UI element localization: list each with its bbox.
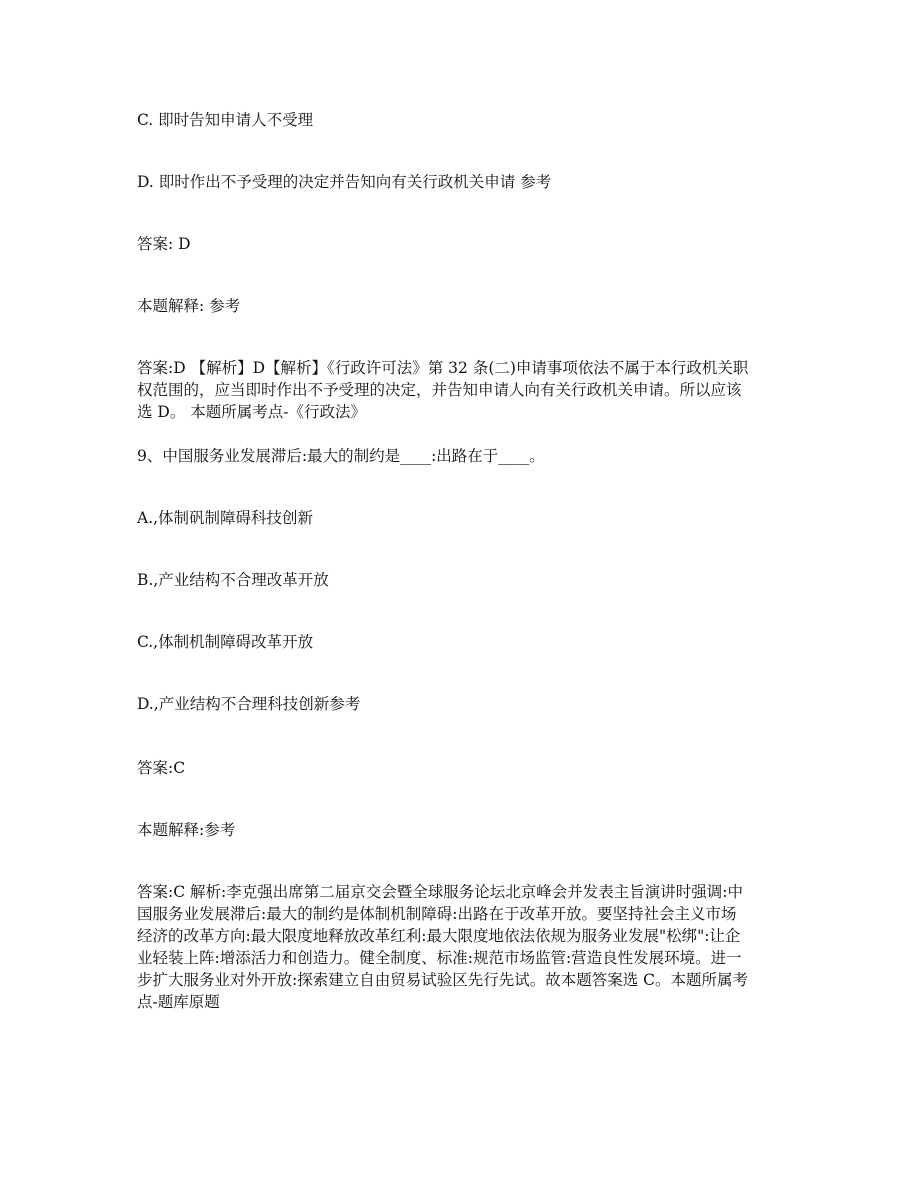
q9-explanation-line: 业轻装上阵:增添活力和创造力。健全制度、标准:规范市场监管:营造良性发展环境。进一 bbox=[137, 949, 742, 967]
q9-option-b: B.,产业结构不合理改革开放 bbox=[137, 571, 329, 589]
q9-explanation-line: 经济的改革方向:最大限度地释放改革红利:最大限度地依法依规为服务业发展"松绑":让企 bbox=[137, 927, 741, 945]
q9-explanation-line: 国服务业发展滞后:最大的制约是体制机制障碍:出路在于改革开放。要坚持社会主义市场 bbox=[137, 905, 737, 923]
q9-option-d: D.,产业结构不合理科技创新参考 bbox=[137, 695, 361, 713]
q8-explanation-label: 本题解释: 参考 bbox=[137, 297, 241, 315]
q8-explanation-line: 权范围的，应当即时作出不予受理的决定，并告知申请人向有关行政机关申请。所以应该 bbox=[137, 381, 742, 399]
q9-explanation bbox=[137, 881, 787, 1013]
q9-explanation-line: 点-题库原题 bbox=[137, 993, 220, 1011]
q8-explanation-line: 选 D。 本题所属考点-《行政法》 bbox=[137, 403, 367, 421]
q9-answer: 答案:C bbox=[137, 759, 186, 777]
q9-option-c: C.,体制机制障碍改革开放 bbox=[137, 633, 314, 651]
q9-explanation-line: 答案:C 解析:李克强出席第二届京交会暨全球服务论坛北京峰会并发表主旨演讲时强调:中 bbox=[137, 883, 743, 901]
q8-answer: 答案: D bbox=[137, 235, 191, 253]
q8-explanation-line: 答案:D 【解析】D【解析】《行政许可法》第 32 条(二)申请事项依法不属于本行政机关职 bbox=[137, 359, 749, 377]
q9-option-a: A.,体制矾制障碍科技创新 bbox=[137, 509, 314, 527]
q9-explanation-label: 本题解释:参考 bbox=[137, 821, 236, 839]
q8-explanation bbox=[137, 357, 787, 423]
q9-explanation-line: 步扩大服务业对外开放:探索建立自由贸易试验区先行先试。故本题答案选 C。本题所属考 bbox=[137, 971, 749, 989]
q9-question: 9、中国服务业发展滞后:最大的制约是____:出路在于____。 bbox=[137, 447, 545, 465]
q8-option-c: C. 即时告知申请人不受理 bbox=[137, 111, 314, 129]
q8-option-d: D. 即时作出不予受理的决定并告知向有关行政机关申请 参考 bbox=[137, 173, 552, 191]
